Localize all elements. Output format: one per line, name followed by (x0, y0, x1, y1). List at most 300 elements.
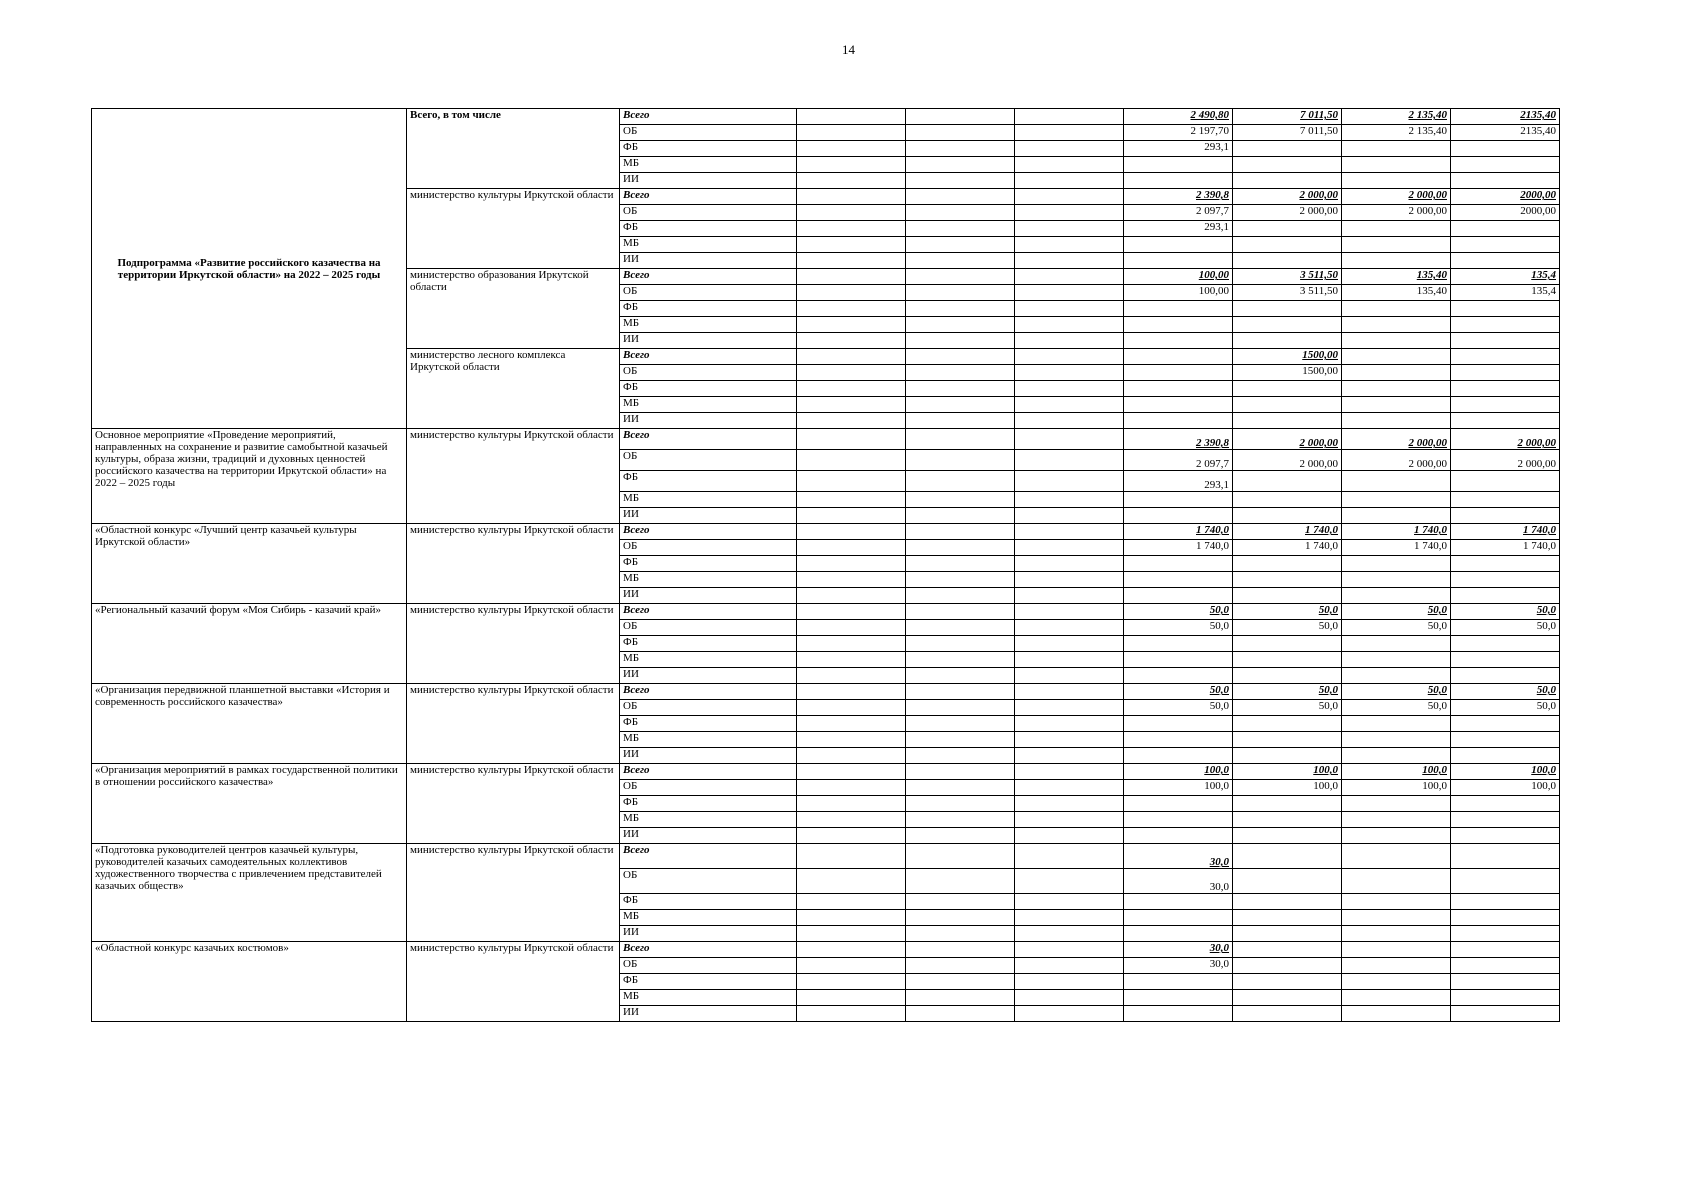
empty-cell (906, 990, 1015, 1006)
amount-cell (1451, 910, 1560, 926)
empty-cell (797, 253, 906, 269)
amount-cell: 2 000,00 (1451, 429, 1560, 450)
funding-source-cell: МБ (620, 652, 797, 668)
amount-cell: 2 490,80 (1124, 109, 1233, 125)
amount-cell: 2135,40 (1451, 125, 1560, 141)
amount-cell: 7 011,50 (1233, 109, 1342, 125)
funding-source-cell: ОБ (620, 700, 797, 716)
table-row (92, 604, 1560, 620)
amount-cell (1233, 942, 1342, 958)
amount-cell (1342, 668, 1451, 684)
empty-cell (1015, 450, 1124, 471)
amount-cell (1342, 636, 1451, 652)
amount-cell (1124, 894, 1233, 910)
funding-source-cell: МБ (620, 910, 797, 926)
amount-cell (1233, 894, 1342, 910)
amount-cell (1451, 748, 1560, 764)
amount-cell (1124, 301, 1233, 317)
amount-cell (1233, 333, 1342, 349)
empty-cell (906, 780, 1015, 796)
funding-source-cell: ФБ (620, 301, 797, 317)
empty-cell (906, 349, 1015, 365)
empty-cell (797, 556, 906, 572)
empty-cell (1015, 556, 1124, 572)
amount-cell (1124, 1006, 1233, 1022)
amount-cell (1233, 508, 1342, 524)
amount-cell (1451, 668, 1560, 684)
executor-cell: министерство культуры Иркутской области (407, 189, 620, 269)
amount-cell (1451, 958, 1560, 974)
empty-cell (1015, 910, 1124, 926)
amount-cell (1342, 716, 1451, 732)
empty-cell (1015, 189, 1124, 205)
table-row (92, 429, 1560, 450)
empty-cell (906, 910, 1015, 926)
empty-cell (797, 381, 906, 397)
amount-cell (1233, 910, 1342, 926)
empty-cell (797, 668, 906, 684)
amount-cell: 100,0 (1342, 764, 1451, 780)
funding-source-cell: ОБ (620, 780, 797, 796)
empty-cell (1015, 636, 1124, 652)
amount-cell (1124, 926, 1233, 942)
amount-cell (1233, 381, 1342, 397)
empty-cell (906, 700, 1015, 716)
empty-cell (1015, 748, 1124, 764)
empty-cell (906, 173, 1015, 189)
page-number: 14 (842, 42, 855, 57)
empty-cell (1015, 109, 1124, 125)
funding-source-cell: ОБ (620, 205, 797, 221)
empty-cell (797, 450, 906, 471)
funding-source-cell: Всего (620, 764, 797, 780)
amount-cell: 1 740,0 (1342, 540, 1451, 556)
amount-cell (1233, 301, 1342, 317)
empty-cell (1015, 828, 1124, 844)
amount-cell: 1 740,0 (1233, 524, 1342, 540)
empty-cell (797, 764, 906, 780)
amount-cell (1342, 365, 1451, 381)
amount-cell (1124, 253, 1233, 269)
empty-cell (906, 157, 1015, 173)
empty-cell (797, 205, 906, 221)
amount-cell: 1 740,0 (1233, 540, 1342, 556)
empty-cell (1015, 700, 1124, 716)
amount-cell: 100,00 (1124, 269, 1233, 285)
empty-cell (797, 189, 906, 205)
empty-cell (797, 508, 906, 524)
amount-cell (1451, 413, 1560, 429)
empty-cell (1015, 764, 1124, 780)
amount-cell: 293,1 (1124, 141, 1233, 157)
empty-cell (1015, 365, 1124, 381)
table-row (92, 684, 1560, 700)
empty-cell (797, 349, 906, 365)
table-row (92, 524, 1560, 540)
executor-cell: министерство культуры Иркутской области (407, 524, 620, 604)
empty-cell (797, 237, 906, 253)
amount-cell (1124, 556, 1233, 572)
executor-cell: Всего, в том числе (407, 109, 620, 189)
amount-cell (1233, 572, 1342, 588)
funding-source-cell: Всего (620, 942, 797, 958)
empty-cell (797, 990, 906, 1006)
amount-cell (1124, 237, 1233, 253)
funding-source-cell: ФБ (620, 974, 797, 990)
amount-cell (1451, 333, 1560, 349)
amount-cell (1342, 732, 1451, 748)
amount-cell (1451, 869, 1560, 894)
empty-cell (906, 269, 1015, 285)
program-name-cell: «Областной конкурс казачьих костюмов» (92, 942, 407, 1022)
executor-cell: министерство культуры Иркутской области (407, 429, 620, 524)
amount-cell (1342, 471, 1451, 492)
amount-cell: 50,0 (1451, 604, 1560, 620)
funding-source-cell: ФБ (620, 471, 797, 492)
amount-cell: 1 740,0 (1342, 524, 1451, 540)
empty-cell (1015, 381, 1124, 397)
empty-cell (906, 668, 1015, 684)
empty-cell (1015, 604, 1124, 620)
empty-cell (1015, 974, 1124, 990)
program-name-cell: «Подготовка руководителей центров казачьей культуры, руководителей казачьих самодеятельных коллективов художественного творчества с привлечением представителей казачьих обществ» (92, 844, 407, 942)
amount-cell: 2 097,7 (1124, 205, 1233, 221)
amount-cell (1233, 844, 1342, 869)
empty-cell (906, 604, 1015, 620)
amount-cell (1342, 844, 1451, 869)
amount-cell (1124, 732, 1233, 748)
empty-cell (797, 828, 906, 844)
empty-cell (1015, 471, 1124, 492)
amount-cell (1451, 221, 1560, 237)
empty-cell (1015, 269, 1124, 285)
amount-cell (1342, 317, 1451, 333)
funding-source-cell: ИИ (620, 253, 797, 269)
funding-source-cell: ОБ (620, 620, 797, 636)
empty-cell (797, 958, 906, 974)
empty-cell (797, 926, 906, 942)
amount-cell (1233, 990, 1342, 1006)
empty-cell (1015, 844, 1124, 869)
empty-cell (1015, 285, 1124, 301)
amount-cell (1124, 668, 1233, 684)
amount-cell (1342, 828, 1451, 844)
amount-cell (1233, 317, 1342, 333)
table-row (92, 764, 1560, 780)
empty-cell (1015, 572, 1124, 588)
amount-cell (1233, 926, 1342, 942)
amount-cell: 2000,00 (1451, 189, 1560, 205)
empty-cell (1015, 958, 1124, 974)
amount-cell: 2 097,7 (1124, 450, 1233, 471)
amount-cell (1451, 974, 1560, 990)
amount-cell: 1 740,0 (1124, 540, 1233, 556)
amount-cell (1451, 1006, 1560, 1022)
amount-cell (1233, 413, 1342, 429)
amount-cell: 3 511,50 (1233, 285, 1342, 301)
funding-source-cell: ИИ (620, 333, 797, 349)
executor-cell: министерство лесного комплекса Иркутской области (407, 349, 620, 429)
amount-cell (1233, 471, 1342, 492)
funding-source-cell: ИИ (620, 173, 797, 189)
amount-cell: 50,0 (1342, 604, 1451, 620)
funding-source-cell: МБ (620, 572, 797, 588)
amount-cell (1451, 942, 1560, 958)
amount-cell (1342, 894, 1451, 910)
amount-cell (1124, 572, 1233, 588)
amount-cell (1342, 333, 1451, 349)
amount-cell: 50,0 (1342, 684, 1451, 700)
empty-cell (906, 189, 1015, 205)
empty-cell (797, 604, 906, 620)
empty-cell (906, 397, 1015, 413)
amount-cell (1124, 990, 1233, 1006)
amount-cell (1233, 141, 1342, 157)
amount-cell: 100,00 (1124, 285, 1233, 301)
empty-cell (906, 413, 1015, 429)
amount-cell (1451, 492, 1560, 508)
amount-cell (1342, 492, 1451, 508)
amount-cell: 50,0 (1124, 604, 1233, 620)
empty-cell (906, 141, 1015, 157)
amount-cell: 50,0 (1342, 620, 1451, 636)
amount-cell: 1 740,0 (1451, 524, 1560, 540)
amount-cell (1233, 221, 1342, 237)
amount-cell (1124, 716, 1233, 732)
amount-cell: 50,0 (1124, 620, 1233, 636)
empty-cell (797, 301, 906, 317)
empty-cell (797, 796, 906, 812)
amount-cell (1451, 157, 1560, 173)
empty-cell (906, 450, 1015, 471)
empty-cell (906, 942, 1015, 958)
amount-cell (1451, 588, 1560, 604)
empty-cell (797, 732, 906, 748)
amount-cell (1233, 958, 1342, 974)
amount-cell (1342, 588, 1451, 604)
funding-source-cell: ФБ (620, 636, 797, 652)
empty-cell (906, 764, 1015, 780)
funding-source-cell: ИИ (620, 1006, 797, 1022)
funding-source-cell: Всего (620, 269, 797, 285)
empty-cell (1015, 894, 1124, 910)
amount-cell (1451, 556, 1560, 572)
amount-cell: 2 197,70 (1124, 125, 1233, 141)
amount-cell (1451, 812, 1560, 828)
amount-cell (1124, 796, 1233, 812)
empty-cell (906, 926, 1015, 942)
funding-source-cell: Всего (620, 844, 797, 869)
amount-cell: 1 740,0 (1451, 540, 1560, 556)
amount-cell: 2 390,8 (1124, 189, 1233, 205)
funding-source-cell: Всего (620, 109, 797, 125)
empty-cell (797, 285, 906, 301)
amount-cell (1124, 492, 1233, 508)
empty-cell (1015, 349, 1124, 365)
amount-cell (1342, 1006, 1451, 1022)
amount-cell (1451, 173, 1560, 189)
executor-cell: министерство культуры Иркутской области (407, 942, 620, 1022)
amount-cell (1124, 828, 1233, 844)
amount-cell (1342, 556, 1451, 572)
amount-cell (1451, 828, 1560, 844)
amount-cell: 135,40 (1342, 285, 1451, 301)
amount-cell: 100,0 (1124, 780, 1233, 796)
empty-cell (906, 429, 1015, 450)
amount-cell: 2 000,00 (1233, 450, 1342, 471)
empty-cell (906, 572, 1015, 588)
empty-cell (797, 141, 906, 157)
empty-cell (797, 125, 906, 141)
empty-cell (906, 812, 1015, 828)
amount-cell: 50,0 (1342, 700, 1451, 716)
funding-source-cell: ФБ (620, 894, 797, 910)
empty-cell (906, 748, 1015, 764)
amount-cell: 3 511,50 (1233, 269, 1342, 285)
empty-cell (1015, 942, 1124, 958)
empty-cell (797, 894, 906, 910)
empty-cell (906, 109, 1015, 125)
amount-cell: 2 000,00 (1451, 450, 1560, 471)
empty-cell (1015, 869, 1124, 894)
empty-cell (1015, 301, 1124, 317)
amount-cell (1342, 926, 1451, 942)
funding-source-cell: ФБ (620, 716, 797, 732)
empty-cell (906, 620, 1015, 636)
empty-cell (797, 109, 906, 125)
funding-source-cell: МБ (620, 397, 797, 413)
empty-cell (906, 958, 1015, 974)
empty-cell (906, 844, 1015, 869)
amount-cell (1451, 844, 1560, 869)
funding-source-cell: ИИ (620, 508, 797, 524)
funding-source-cell: ИИ (620, 668, 797, 684)
amount-cell (1451, 471, 1560, 492)
amount-cell (1124, 812, 1233, 828)
empty-cell (1015, 524, 1124, 540)
amount-cell (1342, 974, 1451, 990)
funding-source-cell: ФБ (620, 221, 797, 237)
empty-cell (906, 869, 1015, 894)
amount-cell (1451, 253, 1560, 269)
amount-cell (1233, 716, 1342, 732)
amount-cell: 293,1 (1124, 471, 1233, 492)
amount-cell (1124, 974, 1233, 990)
empty-cell (797, 869, 906, 894)
empty-cell (1015, 125, 1124, 141)
empty-cell (797, 221, 906, 237)
funding-source-cell: МБ (620, 812, 797, 828)
amount-cell: 100,0 (1451, 764, 1560, 780)
amount-cell (1233, 652, 1342, 668)
empty-cell (797, 636, 906, 652)
empty-cell (797, 780, 906, 796)
funding-source-cell: ФБ (620, 141, 797, 157)
amount-cell: 293,1 (1124, 221, 1233, 237)
amount-cell (1233, 732, 1342, 748)
funding-source-cell: МБ (620, 237, 797, 253)
amount-cell (1233, 636, 1342, 652)
amount-cell (1451, 716, 1560, 732)
amount-cell (1233, 1006, 1342, 1022)
funding-source-cell: ОБ (620, 365, 797, 381)
empty-cell (1015, 540, 1124, 556)
amount-cell (1451, 732, 1560, 748)
empty-cell (1015, 221, 1124, 237)
program-name-cell: «Организация мероприятий в рамках государственной политики в отношении российского казачества» (92, 764, 407, 844)
empty-cell (906, 588, 1015, 604)
empty-cell (797, 471, 906, 492)
amount-cell (1451, 894, 1560, 910)
empty-cell (906, 125, 1015, 141)
empty-cell (797, 540, 906, 556)
amount-cell: 30,0 (1124, 844, 1233, 869)
amount-cell (1233, 869, 1342, 894)
empty-cell (906, 381, 1015, 397)
funding-source-cell: ФБ (620, 556, 797, 572)
empty-cell (906, 732, 1015, 748)
amount-cell (1451, 397, 1560, 413)
program-name-cell: «Организация передвижной планшетной выставки «История и современность российского казачества» (92, 684, 407, 764)
empty-cell (1015, 492, 1124, 508)
amount-cell: 2135,40 (1451, 109, 1560, 125)
empty-cell (1015, 668, 1124, 684)
empty-cell (906, 636, 1015, 652)
empty-cell (797, 317, 906, 333)
amount-cell (1342, 381, 1451, 397)
amount-cell (1342, 958, 1451, 974)
program-name-cell: Основное мероприятие «Проведение мероприятий, направленных на сохранение и развитие самобытной казачьей культуры, образа жизни, традиций и духовных ценностей российского казачества на территории Иркутской области» на 2022 – 2025 годы (92, 429, 407, 524)
empty-cell (1015, 333, 1124, 349)
amount-cell (1451, 796, 1560, 812)
amount-cell: 100,0 (1451, 780, 1560, 796)
amount-cell (1342, 237, 1451, 253)
table-row (92, 109, 1560, 125)
amount-cell (1233, 974, 1342, 990)
empty-cell (797, 700, 906, 716)
empty-cell (797, 333, 906, 349)
funding-source-cell: Всего (620, 189, 797, 205)
amount-cell: 30,0 (1124, 958, 1233, 974)
amount-cell: 2 000,00 (1233, 429, 1342, 450)
empty-cell (906, 556, 1015, 572)
amount-cell: 50,0 (1233, 700, 1342, 716)
funding-source-cell: Всего (620, 604, 797, 620)
empty-cell (797, 413, 906, 429)
empty-cell (906, 285, 1015, 301)
empty-cell (1015, 413, 1124, 429)
amount-cell (1233, 556, 1342, 572)
amount-cell: 135,4 (1451, 269, 1560, 285)
amount-cell (1233, 588, 1342, 604)
empty-cell (1015, 317, 1124, 333)
amount-cell (1124, 636, 1233, 652)
funding-source-cell: МБ (620, 317, 797, 333)
empty-cell (906, 237, 1015, 253)
amount-cell: 100,0 (1342, 780, 1451, 796)
funding-source-cell: ОБ (620, 958, 797, 974)
funding-source-cell: Всего (620, 349, 797, 365)
amount-cell: 50,0 (1233, 604, 1342, 620)
amount-cell (1342, 990, 1451, 1006)
amount-cell (1451, 636, 1560, 652)
amount-cell (1342, 173, 1451, 189)
amount-cell (1124, 910, 1233, 926)
amount-cell (1233, 796, 1342, 812)
empty-cell (906, 716, 1015, 732)
amount-cell (1233, 253, 1342, 269)
funding-source-cell: МБ (620, 990, 797, 1006)
